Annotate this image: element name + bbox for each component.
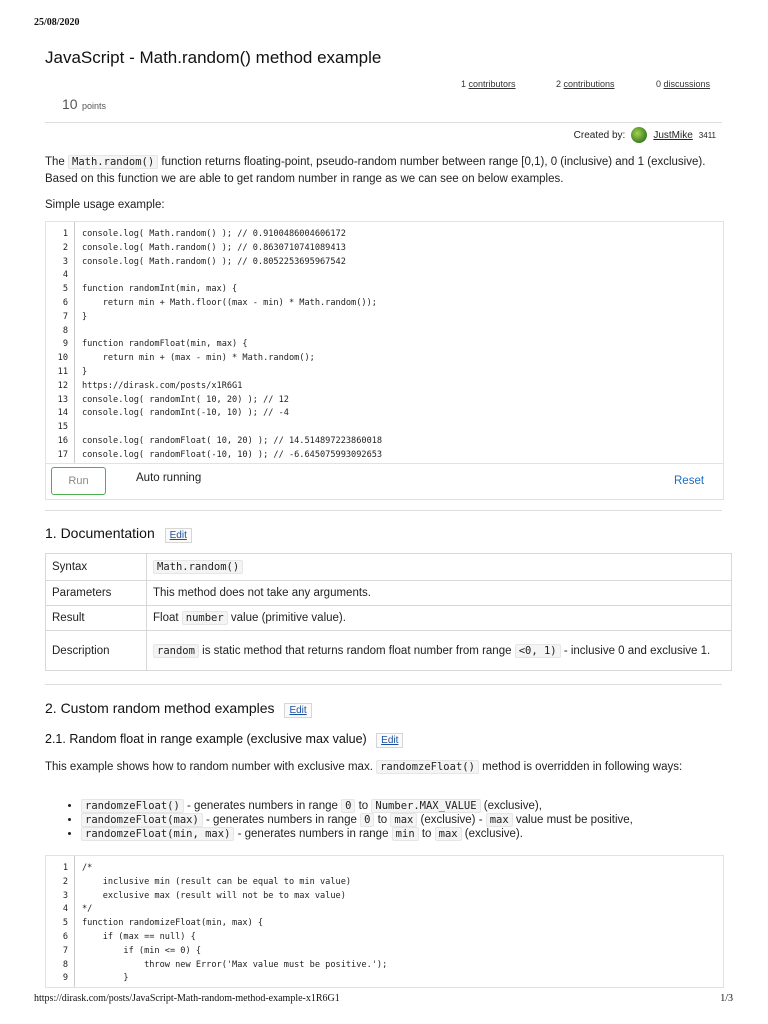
line-number: 11 — [57, 366, 68, 377]
cell-text: Float — [153, 612, 182, 624]
code-text: console.log( Math.random() ); // 0.8630710741089413 — [82, 242, 346, 253]
line-number: 16 — [57, 435, 68, 446]
points-value: 10 — [62, 96, 78, 112]
code-line — [46, 269, 723, 283]
cell-text: - inclusive 0 and exclusive 1. — [560, 644, 711, 657]
points-label: points — [82, 101, 107, 111]
inline-code: Math.random() — [68, 155, 158, 169]
code-line — [46, 917, 723, 931]
table-value — [147, 606, 732, 631]
code-line — [46, 311, 723, 325]
code-text: function randomFloat(min, max) { — [82, 339, 248, 350]
points-badge — [62, 96, 106, 114]
subsection-title — [45, 732, 403, 746]
code-text: if (max == null) { — [82, 931, 196, 942]
line-number: 6 — [62, 931, 68, 942]
code-text: */ — [82, 904, 93, 915]
bullet-list-wrap — [45, 799, 725, 841]
item-text: to — [374, 814, 391, 826]
line-number: 3 — [62, 890, 68, 901]
table-value — [147, 631, 732, 671]
list-item — [81, 799, 725, 813]
table-key: Result — [46, 606, 147, 631]
usage-label: Simple usage example: — [45, 199, 165, 211]
footer-url: https://dirask.com/posts/JavaScript-Math-random-method-example-x1R6G1 — [34, 993, 340, 1004]
inline-code: <0, 1) — [515, 644, 561, 658]
discussions-stat[interactable] — [656, 79, 710, 89]
inline-code: randomzeFloat() — [81, 799, 184, 813]
code-line — [46, 435, 723, 449]
inline-code: randomzeFloat() — [376, 760, 479, 774]
line-number: 3 — [62, 256, 68, 267]
code-text: if (min <= 0) { — [82, 945, 201, 956]
code-line — [46, 862, 723, 876]
line-number: 10 — [57, 353, 68, 364]
created-by — [574, 127, 716, 143]
table-row — [46, 606, 732, 631]
author-link[interactable]: JustMike — [653, 129, 693, 141]
line-number: 17 — [57, 449, 68, 460]
contributions-link[interactable]: contributions — [563, 79, 615, 89]
code-editor-1[interactable] — [45, 221, 724, 464]
code-text: https://dirask.com/posts/x1R6G1 — [82, 380, 243, 391]
inline-code: min — [392, 827, 419, 841]
reset-button[interactable]: Reset — [674, 475, 705, 487]
line-number: 7 — [62, 945, 68, 956]
contributors-link[interactable]: contributors — [468, 79, 516, 89]
code-line — [46, 256, 723, 270]
line-number: 9 — [62, 973, 68, 984]
code-line — [46, 972, 723, 986]
table-row — [46, 631, 732, 671]
code-text: function randomInt(min, max) { — [82, 284, 238, 295]
line-number: 4 — [62, 270, 68, 281]
item-text: (exclusive) - — [417, 814, 486, 826]
intro-paragraph — [45, 154, 725, 188]
code-line — [46, 242, 723, 256]
inline-code: Math.random() — [153, 560, 243, 574]
inline-code: 0 — [341, 799, 355, 813]
code-line — [46, 394, 723, 408]
created-by-label: Created by: — [573, 129, 626, 141]
code-text: } — [82, 366, 88, 377]
item-text: - generates numbers in range — [202, 814, 361, 826]
code-text: console.log( randomInt( 10, 20) ); // 12 — [82, 394, 289, 405]
item-text: to — [418, 828, 435, 840]
inline-code: max — [390, 813, 417, 827]
item-text: - generates numbers in range — [234, 828, 392, 840]
divider — [45, 684, 722, 685]
line-number: 2 — [62, 876, 68, 887]
paragraph-text: method is overridden in following ways: — [478, 761, 683, 773]
code-line — [46, 449, 723, 463]
code-line — [46, 297, 723, 311]
table-key: Description — [46, 631, 147, 671]
code-line — [46, 366, 723, 380]
item-text: - generates numbers in range — [183, 800, 342, 812]
code-text: console.log( randomInt(-10, 10) ); // -4 — [82, 408, 289, 419]
table-row — [46, 554, 732, 581]
code-line — [46, 352, 723, 366]
section-title-text: 1. Documentation — [45, 525, 155, 541]
cell-text: is static method that returns random float number from range — [198, 644, 515, 657]
avatar[interactable] — [631, 127, 647, 143]
divider — [45, 122, 722, 123]
code-text: return min + Math.floor((max - min) * Math.random()); — [82, 297, 377, 308]
intro-text: The — [45, 156, 69, 168]
code-text: /* — [82, 863, 93, 873]
list-item — [81, 827, 725, 841]
code-text: console.log( randomFloat( 10, 20) ); // 14.514897223860018 — [82, 435, 383, 446]
page-title: JavaScript - Math.random() method example — [45, 48, 382, 67]
code-text: console.log( Math.random() ); // 0.8052253695967542 — [82, 256, 346, 267]
code-text: console.log( Math.random() ); // 0.9100486004606172 — [82, 229, 346, 239]
discussions-count: 0 — [656, 79, 662, 89]
bullet-list — [45, 799, 725, 841]
inline-code: randomzeFloat(min, max) — [81, 827, 234, 841]
auto-running-label: Auto running — [136, 472, 202, 484]
divider — [45, 510, 722, 511]
line-number: 13 — [57, 394, 68, 405]
section-title-text: 2. Custom random method examples — [45, 700, 275, 716]
line-number: 8 — [62, 959, 68, 970]
code-line — [46, 890, 723, 904]
item-text: value must be positive, — [512, 814, 633, 826]
edit-button[interactable]: Edit — [284, 703, 311, 718]
table-row — [46, 581, 732, 606]
table-value — [147, 554, 732, 581]
contributions-stat[interactable] — [556, 79, 615, 89]
edit-button[interactable]: Edit — [376, 733, 403, 748]
line-number: 12 — [57, 380, 68, 391]
subsection-paragraph — [45, 759, 725, 776]
code-text: exclusive max (result will not be to max value) — [82, 890, 346, 901]
section-documentation-title — [45, 525, 192, 541]
line-number: 8 — [62, 325, 68, 336]
intro-text: function returns floating-point, pseudo-random number between range [0,1), 0 (inclusive) and 1 (exclusive). Based on this function we are able to get random number in range as we can see on below examples. — [45, 156, 706, 185]
author-reputation: 3411 — [698, 130, 716, 140]
inline-code: max — [486, 813, 513, 827]
inline-code: 0 — [360, 813, 374, 827]
contributors-count: 1 — [461, 79, 467, 89]
table-key: Parameters — [46, 581, 147, 606]
section-custom-title — [45, 700, 312, 716]
inline-code: number — [182, 611, 228, 625]
code-line — [46, 421, 723, 435]
edit-button[interactable]: Edit — [165, 528, 192, 543]
code-line — [46, 338, 723, 352]
code-text: return min + (max - min) * Math.random(); — [82, 353, 315, 364]
code-text: } — [82, 973, 129, 984]
inline-code: Number.MAX_VALUE — [371, 799, 480, 813]
code-text: console.log( randomFloat(-10, 10) ); // -6.645075993092653 — [82, 449, 383, 460]
contributors-stat[interactable] — [461, 79, 516, 89]
line-number: 1 — [62, 229, 68, 239]
discussions-link[interactable]: discussions — [663, 79, 711, 89]
code-line — [46, 283, 723, 297]
code-line — [46, 959, 723, 973]
line-number: 6 — [62, 297, 68, 308]
code-line — [46, 903, 723, 917]
run-button[interactable]: Run — [51, 467, 106, 495]
code-editor-2[interactable] — [45, 855, 724, 988]
line-number: 14 — [57, 408, 68, 419]
code-line — [46, 931, 723, 945]
print-date: 25/08/2020 — [34, 17, 80, 28]
line-number: 5 — [62, 284, 68, 295]
paragraph-text: This example shows how to random number with exclusive max. — [45, 761, 377, 773]
table-value: This method does not take any arguments. — [147, 581, 732, 606]
line-number: 5 — [62, 918, 68, 929]
code-line — [46, 407, 723, 421]
inline-code: randomzeFloat(max) — [81, 813, 203, 827]
code-text: throw new Error('Max value must be positive.'); — [82, 959, 388, 970]
code-lines — [46, 862, 723, 986]
item-text: (exclusive), — [480, 800, 542, 812]
line-number: 2 — [62, 242, 68, 253]
code-text: function randomizeFloat(min, max) { — [82, 918, 264, 929]
subsection-title-text: 2.1. Random float in range example (exclusive max value) — [45, 732, 367, 746]
line-number: 15 — [57, 422, 68, 433]
line-number: 9 — [62, 339, 68, 350]
line-number: 1 — [62, 863, 68, 873]
cell-text: value (primitive value). — [227, 612, 346, 624]
code-line — [46, 325, 723, 339]
code-line — [46, 876, 723, 890]
list-item — [81, 813, 725, 827]
documentation-table — [45, 553, 732, 671]
code-line — [46, 945, 723, 959]
line-number: 7 — [62, 311, 68, 322]
item-text: to — [355, 800, 372, 812]
code-lines — [46, 228, 723, 463]
inline-code: max — [435, 827, 462, 841]
table-key: Syntax — [46, 554, 147, 581]
code-text: inclusive min (result can be equal to min value) — [82, 876, 352, 887]
line-number: 4 — [62, 904, 68, 915]
code-line — [46, 228, 723, 242]
code-line — [46, 380, 723, 394]
page-number: 1/3 — [720, 993, 733, 1004]
item-text: (exclusive). — [461, 828, 523, 840]
inline-code: random — [153, 644, 199, 658]
contributions-count: 2 — [556, 79, 562, 89]
code-text: } — [82, 311, 88, 322]
